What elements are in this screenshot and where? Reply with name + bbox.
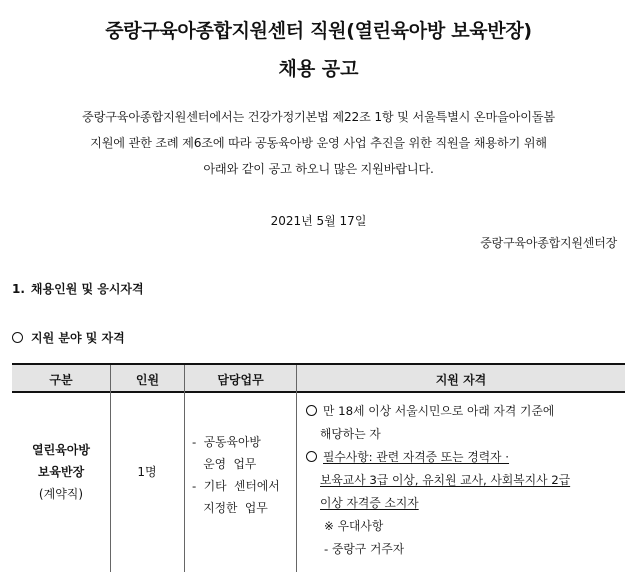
circle-bullet-icon (306, 405, 317, 416)
duty-line: - 공동육아방 (192, 435, 261, 449)
preference-title: ※ 우대사항 (324, 519, 384, 533)
duty-line: 지정한 업무 (192, 501, 268, 515)
header-count: 인원 (135, 373, 160, 387)
intro-line: 아래와 같이 공고 하오니 많은 지원바랍니다. (203, 162, 434, 176)
qualification-line (306, 400, 624, 423)
position-name-line: 보육반장 (37, 465, 85, 479)
section-title: 채용인원 및 응시자격 (30, 282, 144, 296)
position-name-line: 열린육아방 (32, 443, 90, 457)
section-heading (12, 280, 144, 297)
header-type: 구분 (49, 373, 73, 387)
cell-position-type (12, 439, 110, 505)
table-top-border (12, 363, 625, 365)
circle-bullet-icon (306, 451, 317, 462)
qualification-text: 만 18세 이상 서울시민으로 아래 자격 기준에 (323, 404, 555, 418)
required-qualification-text: 보육교사 3급 이상, 유치원 교사, 사회복지사 2급 (320, 473, 571, 487)
qualification-line (306, 469, 624, 492)
preference-item: - 중랑구 거주자 (324, 542, 405, 556)
header-duties: 담당업무 (217, 373, 264, 387)
issuer-name: 중랑구육아종합지원센터장 (480, 236, 617, 250)
qualification-text: 해당하는 자 (320, 427, 381, 441)
qualification-line (306, 492, 624, 515)
intro-line: 중랑구육아종합지원센터에서는 건강가정기본법 제22조 1항 및 서울특별시 온마을아이돌봄 (82, 110, 555, 124)
duty-line: - 기타 센터에서 (192, 479, 280, 493)
cell-headcount: 1명 (137, 465, 157, 479)
required-qualification-text: 이상 자격증 소지자 (320, 496, 419, 510)
column-divider (184, 365, 185, 572)
announcement-date: 2021년 5월 17일 (270, 214, 367, 228)
header-qualifications: 지원 자격 (435, 373, 487, 387)
duty-line: 운영 업무 (192, 457, 257, 471)
recruitment-table (12, 363, 625, 572)
column-divider (296, 365, 297, 572)
employment-type: (계약직) (38, 487, 84, 501)
section-number: 1. (12, 282, 25, 296)
intro-paragraph (12, 104, 625, 182)
circle-bullet-icon (12, 332, 23, 343)
intro-line: 지원에 관한 조례 제6조에 따라 공동육아방 운영 사업 추진을 위한 직원을 채용하기 위해 (90, 136, 547, 150)
cell-qualifications (306, 400, 624, 561)
cell-duties (192, 431, 292, 519)
subsection-heading (12, 329, 125, 346)
qualification-line (306, 446, 624, 469)
subsection-title: 지원 분야 및 자격 (31, 331, 125, 345)
document-subtitle: 채용 공고 (278, 58, 359, 80)
document-title: 중랑구육아종합지원센터 직원(열린육아방 보육반장) (105, 20, 532, 42)
table-header-border (12, 391, 625, 393)
required-qualification-text: 필수사항: 관련 자격증 또는 경력자 · (323, 450, 510, 464)
